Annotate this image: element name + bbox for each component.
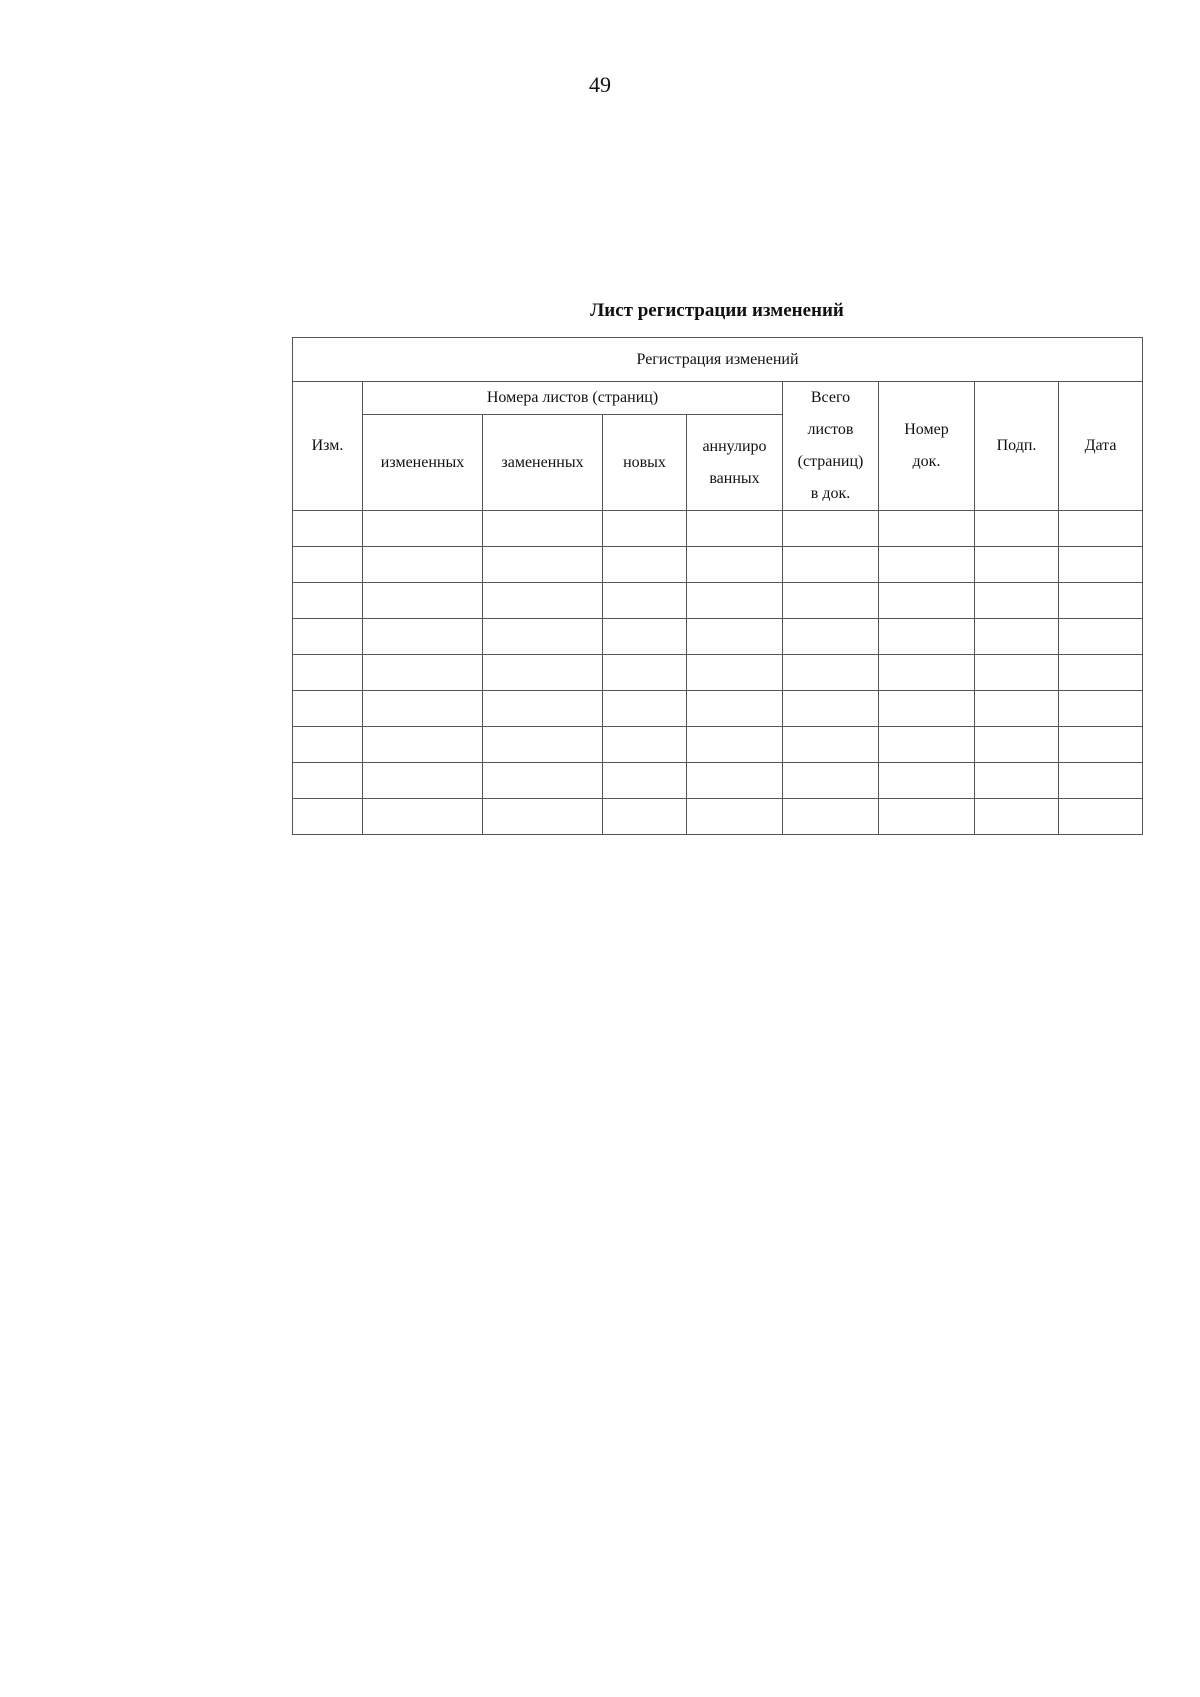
table-cell [603, 547, 687, 583]
table-cell [603, 763, 687, 799]
table-cell [879, 583, 975, 619]
table-cell [1059, 547, 1143, 583]
table-cell [687, 655, 783, 691]
table-cell [293, 619, 363, 655]
table-cell [879, 547, 975, 583]
table-cell [975, 655, 1059, 691]
table-cell [603, 727, 687, 763]
table-cell [483, 583, 603, 619]
table-cell [603, 655, 687, 691]
table-cell [293, 763, 363, 799]
table-cell [687, 547, 783, 583]
table-cell [483, 655, 603, 691]
table-cell [483, 547, 603, 583]
table-cell [975, 799, 1059, 835]
table-cell [1059, 655, 1143, 691]
header-date: Дата [1059, 382, 1143, 511]
table-cell [879, 511, 975, 547]
table-cell [483, 763, 603, 799]
table-cell [603, 619, 687, 655]
table-cell [603, 511, 687, 547]
header-total-sheets-line: листов [807, 421, 854, 438]
table-cell [975, 763, 1059, 799]
group-header: Регистрация изменений [293, 338, 1143, 382]
table-cell [293, 511, 363, 547]
subheader-changed: измененных [363, 415, 483, 511]
table-row [293, 619, 1143, 655]
table-cell [783, 619, 879, 655]
table-cell [363, 619, 483, 655]
table-row [293, 763, 1143, 799]
table-row [293, 727, 1143, 763]
header-total-sheets-line: (страниц) [797, 453, 864, 470]
table-cell [363, 511, 483, 547]
subheader-new: новых [603, 415, 687, 511]
table-cell [603, 691, 687, 727]
table-cell [1059, 727, 1143, 763]
table-cell [483, 799, 603, 835]
table-cell [783, 691, 879, 727]
table-row [293, 691, 1143, 727]
table-cell [363, 727, 483, 763]
table-cell [293, 727, 363, 763]
table-cell [1059, 583, 1143, 619]
table-body [293, 511, 1143, 835]
header-signature: Подп. [975, 382, 1059, 511]
table-cell [783, 727, 879, 763]
change-registration-table [292, 337, 1143, 835]
table-cell [1059, 511, 1143, 547]
table-cell [975, 727, 1059, 763]
page-number: 49 [589, 72, 611, 97]
table-row [293, 799, 1143, 835]
header-total-sheets-line: в док. [810, 485, 851, 502]
header-doc-number-line: Номер [904, 421, 949, 438]
table-cell [293, 583, 363, 619]
header-doc-number [879, 382, 975, 511]
table-cell [293, 655, 363, 691]
table-cell [879, 799, 975, 835]
header-total-sheets [783, 382, 879, 511]
table-row [293, 511, 1143, 547]
table-cell [1059, 691, 1143, 727]
table-cell [879, 763, 975, 799]
table-cell [687, 763, 783, 799]
table-cell [1059, 619, 1143, 655]
table-cell [363, 763, 483, 799]
table-cell [783, 583, 879, 619]
table-cell [483, 727, 603, 763]
header-total-sheets-line: Всего [810, 389, 851, 406]
table-cell [687, 511, 783, 547]
subheader-replaced: замененных [483, 415, 603, 511]
table-cell [687, 727, 783, 763]
table-cell [687, 619, 783, 655]
table-cell [363, 691, 483, 727]
table-cell [975, 691, 1059, 727]
table-cell [483, 619, 603, 655]
table-cell [975, 583, 1059, 619]
table-row [293, 655, 1143, 691]
table-cell [293, 799, 363, 835]
table-cell [363, 583, 483, 619]
table-cell [975, 619, 1059, 655]
table-cell [687, 799, 783, 835]
header-doc-number-line: док. [912, 453, 941, 470]
table-cell [363, 547, 483, 583]
table-cell [879, 691, 975, 727]
table-cell [687, 691, 783, 727]
table-cell [783, 655, 879, 691]
table-cell [363, 655, 483, 691]
document-title: Лист регистрации изменений [590, 300, 844, 321]
table-cell [879, 655, 975, 691]
table-cell [1059, 799, 1143, 835]
table-cell [603, 799, 687, 835]
table-cell [783, 763, 879, 799]
table-cell [483, 691, 603, 727]
table-cell [879, 727, 975, 763]
table-cell [483, 511, 603, 547]
table-cell [975, 547, 1059, 583]
header-izm: Изм. [293, 382, 363, 511]
table-cell [603, 583, 687, 619]
table-cell [363, 799, 483, 835]
subheader-annulled: аннулиро ванных [687, 415, 783, 511]
table-row [293, 547, 1143, 583]
table-cell [879, 619, 975, 655]
table-row [293, 583, 1143, 619]
table-cell [783, 511, 879, 547]
table-cell [293, 691, 363, 727]
table-cell [1059, 763, 1143, 799]
header-sheet-numbers: Номера листов (страниц) [363, 382, 783, 415]
table-cell [783, 799, 879, 835]
table-cell [783, 547, 879, 583]
table-cell [293, 547, 363, 583]
table-cell [687, 583, 783, 619]
table-cell [975, 511, 1059, 547]
